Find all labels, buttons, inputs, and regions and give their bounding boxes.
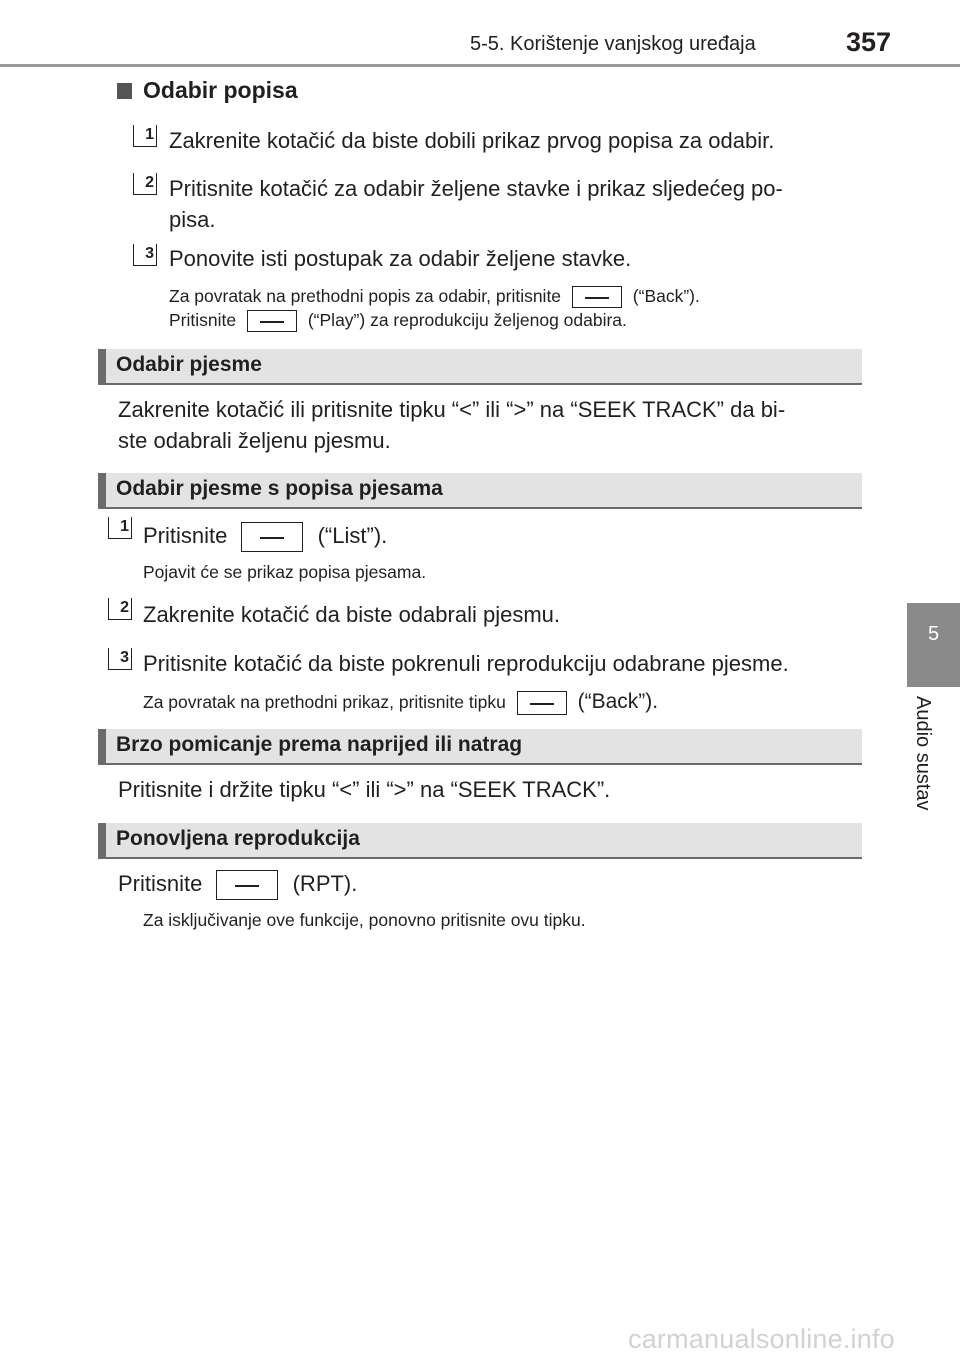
note-text: Za povratak na prethodni prikaz, pritisnite tipku: [143, 692, 506, 712]
step-text: (“List”).: [317, 522, 388, 548]
step-number: 3: [133, 244, 157, 266]
rpt-button-icon: [216, 870, 278, 900]
header-divider: [0, 64, 960, 67]
body-line: [118, 870, 357, 900]
note-text: (“Back”).: [577, 690, 659, 713]
step-text: Zakrenite kotačić da biste dobili prikaz prvog popisa za odabir.: [169, 128, 775, 153]
section-heading-text: Odabir pjesme: [116, 353, 262, 376]
section-heading-repeat: [98, 823, 862, 859]
section-heading-text: Odabir pjesme s popisa pjesama: [116, 477, 443, 500]
back-button-icon: [572, 286, 622, 308]
note-line: [143, 690, 658, 715]
step-text: Pritisnite kotačić da biste pokrenuli reprodukciju odabrane pjesme.: [143, 651, 789, 676]
body-text: Pritisnite i držite tipku “<” ili “>” na “SEEK TRACK”.: [118, 777, 611, 802]
chapter-tab-label: Audio sustav: [912, 696, 934, 811]
page-number: 357: [846, 27, 892, 57]
section-heading-fast-forward: [98, 729, 862, 765]
body-text: Pritisnite: [118, 870, 203, 896]
step-number: 2: [108, 598, 132, 620]
step-number: 1: [108, 517, 132, 539]
step-number: 3: [108, 648, 132, 670]
step-text-continued: pisa.: [169, 207, 216, 232]
play-button-icon: [247, 310, 297, 332]
list-button-icon: [241, 522, 303, 552]
header-section-title: 5-5. Korištenje vanjskog uređaja: [470, 33, 756, 55]
note-line: [169, 310, 627, 332]
note-text: (“Play”) za reprodukciju željenog odabira.: [307, 310, 627, 330]
step-line: [143, 522, 387, 552]
step-text: Pritisnite kotačić za odabir željene stavke i prikaz sljedećeg po-: [169, 176, 783, 201]
section-heading-song-list: [98, 473, 862, 509]
body-text: Zakrenite kotačić ili pritisnite tipku “<” ili “>” na “SEEK TRACK” da bi-: [118, 397, 786, 422]
section-heading-song: [98, 349, 862, 385]
body-text: ste odabrali željenu pjesmu.: [118, 428, 391, 453]
section-heading-text: Brzo pomicanje prema naprijed ili natrag: [116, 733, 523, 756]
back-button-icon: [517, 691, 567, 715]
note-text: Pritisnite: [169, 310, 237, 330]
note-text: Za isključivanje ove funkcije, ponovno pritisnite ovu tipku.: [143, 910, 586, 930]
note-text: Pojavit će se prikaz popisa pjesama.: [143, 562, 427, 582]
note-text: (“Back”).: [632, 286, 700, 306]
step-number: 2: [133, 173, 157, 195]
watermark: carmanualsonline.info: [628, 1324, 895, 1354]
subheading-select-list: Odabir popisa: [143, 77, 298, 103]
step-text: Ponovite isti postupak za odabir željene stavke.: [169, 246, 632, 271]
step-number: 1: [133, 125, 157, 147]
step-text: Pritisnite: [143, 522, 228, 548]
note-text: Za povratak na prethodni popis za odabir, pritisnite: [169, 286, 562, 306]
square-bullet-icon: [117, 83, 132, 99]
section-heading-text: Ponovljena reprodukcija: [116, 827, 360, 850]
step-text: Zakrenite kotačić da biste odabrali pjesmu.: [143, 602, 560, 627]
chapter-tab-number: 5: [927, 623, 940, 645]
note-line: [169, 286, 700, 308]
body-text: (RPT).: [292, 870, 358, 896]
